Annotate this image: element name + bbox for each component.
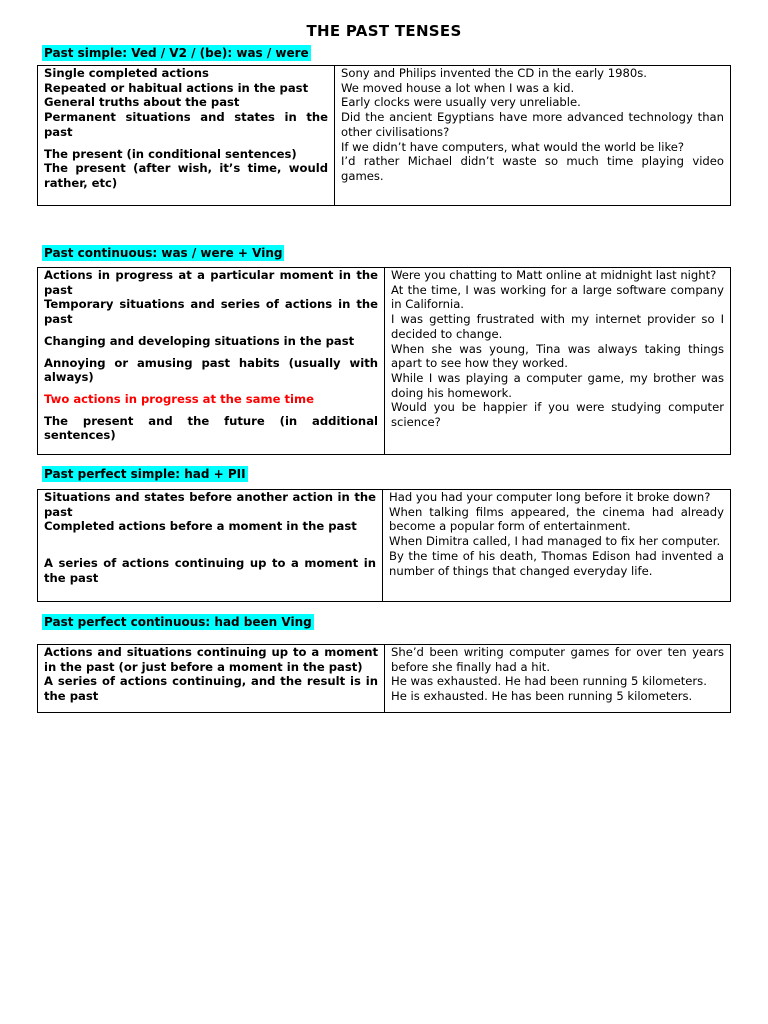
example-item: Were you chatting to Matt online at midnight last night? [391,268,717,282]
use-item: Permanent situations and states in the past [44,110,328,139]
example-item: Would you be happier if you were studying computer science? [391,400,724,430]
example-item: Did the ancient Egyptians have more advanced technology than other civilisations? [341,110,724,139]
use-item: Completed actions before a moment in the past [44,519,357,534]
past-perfect-simple-table [37,489,731,602]
example-item: If we didn’t have computers, what would the world be like? [341,139,685,154]
use-item: The present and the future (in additional sentences) [44,413,378,443]
use-item: Single completed actions [44,66,209,80]
example-item: By the time of his death, Thomas Edison had invented a number of things that changed everyday life. [389,548,724,578]
uses-column [38,268,385,454]
example-item: When talking films appeared, the cinema had already become a popular form of entertainment. [389,504,724,534]
examples-column [385,268,730,454]
use-item: A series of actions continuing up to a moment in the past [44,556,376,585]
section-heading-past-perfect-continuous: Past perfect continuous: had been Ving [44,615,312,629]
uses-column [38,66,335,205]
use-item: The present (in conditional sentences) [44,146,297,161]
section-heading-past-perfect-simple: Past perfect simple: had + PII [44,467,246,481]
use-item: Changing and developing situations in the past [44,333,355,348]
use-item: General truths about the past [44,95,240,110]
example-item: At the time, I was working for a large software company in California. [391,282,724,312]
example-item: Had you had your computer long before it broke down? [389,490,711,504]
use-item: The present (after wish, it’s time, would rather, etc) [44,161,328,190]
example-item: While I was playing a computer game, my brother was doing his homework. [391,370,724,400]
example-item: Early clocks were usually very unreliable. [341,95,581,110]
examples-column [385,645,730,712]
section-heading-past-continuous: Past continuous: was / were + Ving [44,246,283,260]
example-item: I’d rather Michael didn’t waste so much time playing video games. [341,154,724,183]
section-heading-past-simple: Past simple: Ved / V2 / (be): was / were [44,46,309,60]
use-item: Repeated or habitual actions in the past [44,80,309,95]
uses-column [38,645,385,712]
example-item: She’d been writing computer games for over ten years before she finally had a hit. [391,645,724,674]
use-item: Actions and situations continuing up to a moment in the past (or just before a moment in the past) [44,645,378,674]
past-perfect-continuous-table [37,644,731,713]
examples-column [383,490,730,601]
example-item: He is exhausted. He has been running 5 kilometers. [391,689,693,704]
use-item: Actions in progress at a particular moment in the past [44,268,378,297]
example-item: I was getting frustrated with my internet provider so I decided to change. [391,312,724,341]
example-item: Sony and Philips invented the CD in the early 1980s. [341,66,647,80]
use-item: Two actions in progress at the same time [44,391,314,406]
past-simple-table [37,65,731,206]
examples-column [335,66,730,205]
past-continuous-table [37,267,731,455]
use-item: Situations and states before another action in the past [44,490,376,519]
example-item: When she was young, Tina was always taking things apart to see how they worked. [391,341,724,371]
page-title: THE PAST TENSES [306,22,462,40]
uses-column [38,490,383,601]
use-item: A series of actions continuing, and the result is in the past [44,674,378,704]
use-item: Annoying or amusing past habits (usually with always) [44,355,378,385]
example-item: We moved house a lot when I was a kid. [341,80,575,95]
example-item: He was exhausted. He had been running 5 kilometers. [391,674,707,689]
example-item: When Dimitra called, I had managed to fix her computer. [389,534,721,549]
use-item: Temporary situations and series of actions in the past [44,297,378,327]
